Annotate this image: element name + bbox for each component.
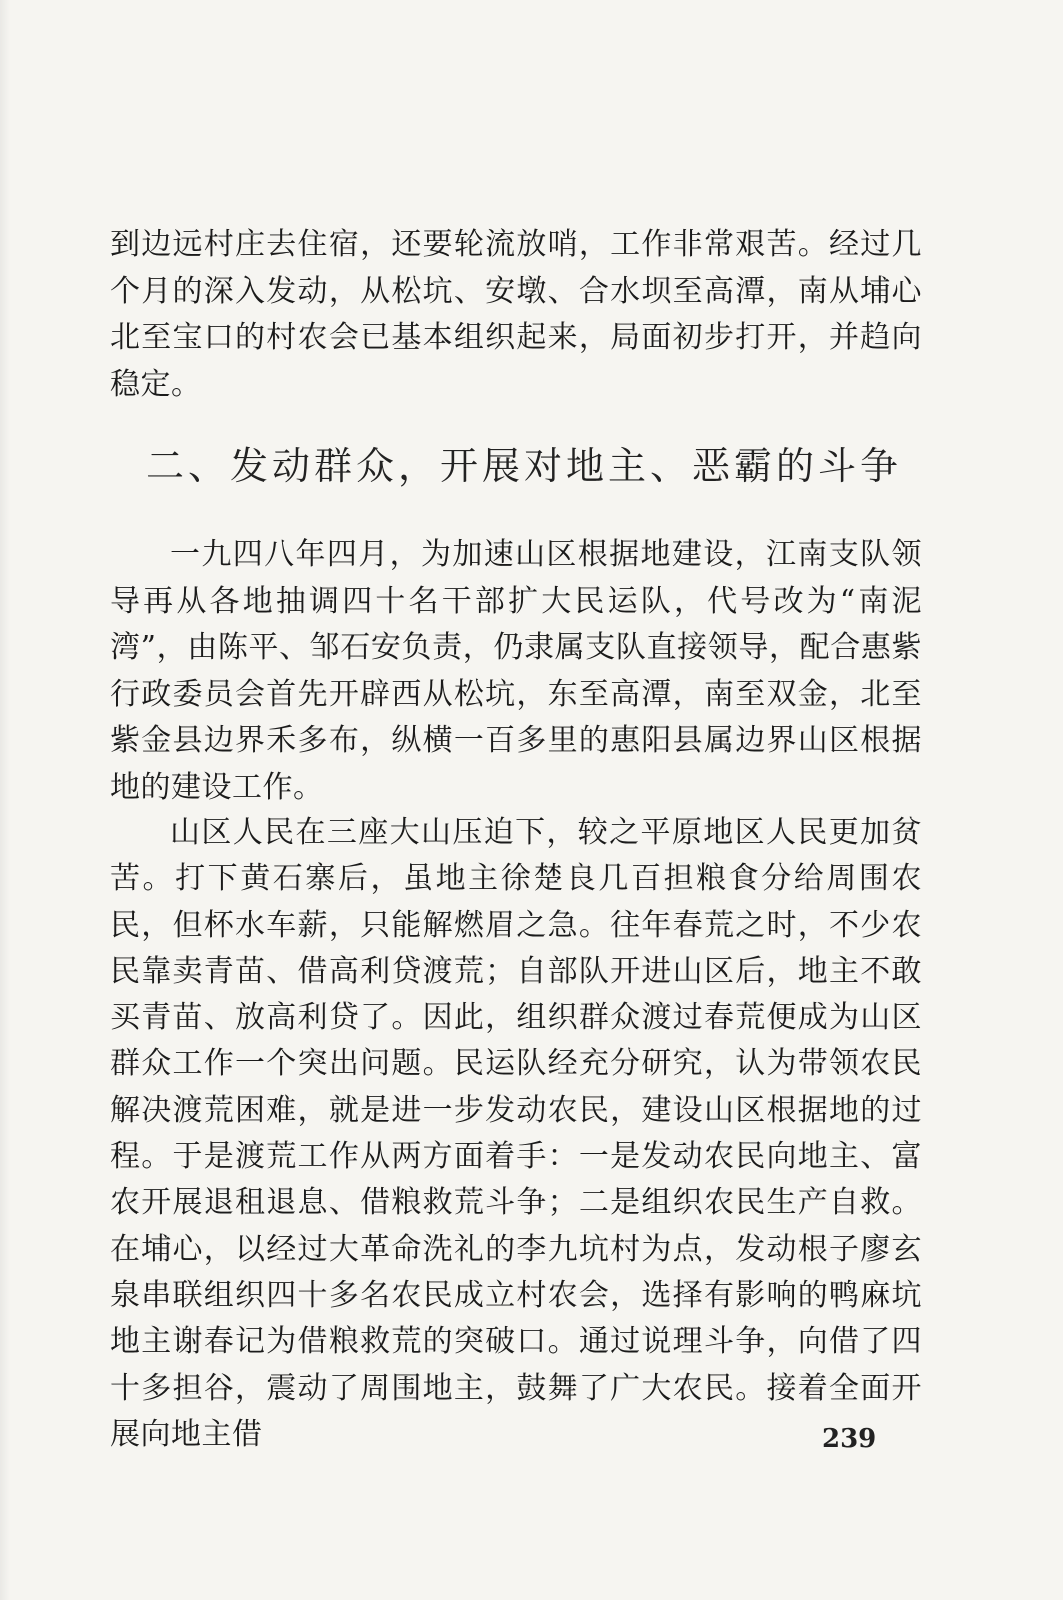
paragraph-april-1948: 一九四八年四月，为加速山区根据地建设，江南支队领导再从各地抽调四十名干部扩大民运队，代号改为“南泥湾”，由陈平、邹石安负责，仍隶属支队直接领导，配合惠紫行政委员会首先开辟西从松坑，东至高潭，南至双金，北至紫金县边界禾多布，纵横一百多里的惠阳县属边界山区根据地的建设工作。: [110, 537, 922, 805]
paragraph-continued: 到边远村庄去住宿，还要轮流放哨，工作非常艰苦。经过几个月的深入发动，从松坑、安墩、合水坝至高潭，南从埔心北至宝口的村农会已基本组织起来，局面初步打开，并趋向稳定。: [110, 227, 922, 402]
paragraph-mountain-people: 山区人民在三座大山压迫下，较之平原地区人民更加贫苦。打下黄石寨后，虽地主徐楚良几百担粮食分给周围农民，但杯水车薪，只能解燃眉之急。往年春荒之时，不少农民靠卖青苗、借高利贷渡荒；自部队开进山区后，地主不敢买青苗、放高利贷了。因此，组织群众渡过春荒便成为山区群众工作一个突出问题。民运队经充分研究，认为带领农民解决渡荒困难，就是进一步发动农民，建设山区根据地的过程。于是渡荒工作从两方面着手：一是发动农民向地主、富农开展退租退息、借粮救荒斗争；二是组织农民生产自救。在埔心，以经过大革命洗礼的李九坑村为点，发动根子廖玄泉串联组织四十多名农民成立村农会，选择有影响的鸭麻坑地主谢春记为借粮救荒的突破口。通过说理斗争，向借了四十多担谷，震动了周围地主，鼓舞了广大农民。接着全面开展向地主借: [110, 815, 922, 1452]
page-edge-shadow: [0, 0, 10, 1600]
section-heading: 二、发动群众，开展对地主、恶霸的斗争: [146, 444, 903, 488]
page-number: 239: [822, 1424, 877, 1454]
